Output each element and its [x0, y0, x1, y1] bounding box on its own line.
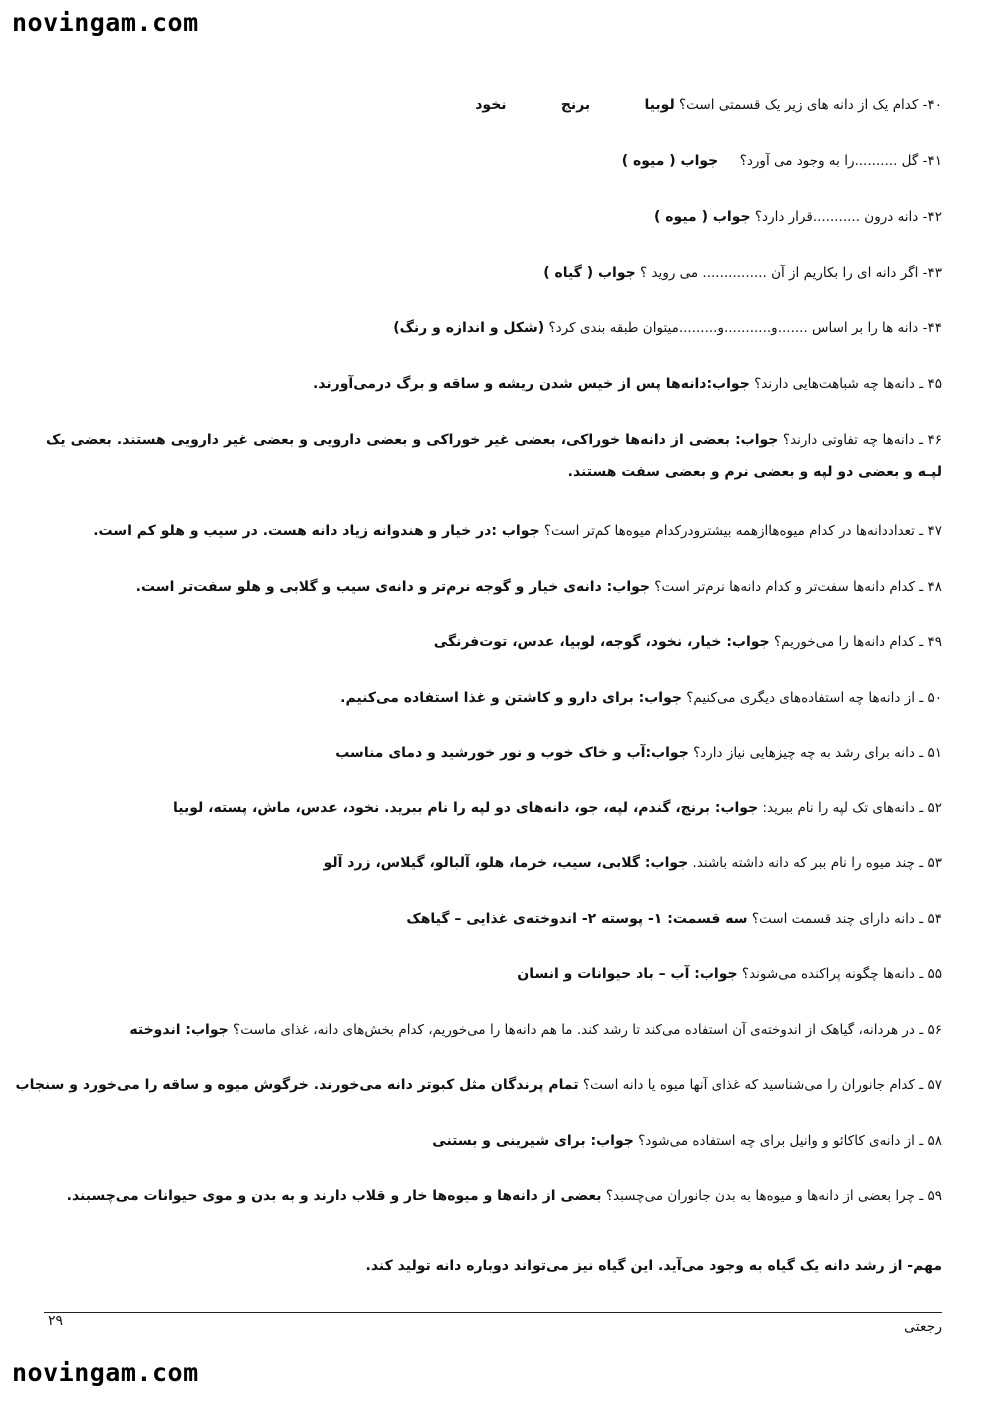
question-52: ۵۲ ـ دانه‌های تک لپه را نام ببرید: جواب: برنج، گندم، لپه، جو، دانه‌های دو لپه را نام ببرید. نخود، عدس، ماش، پسته، لوبیا — [173, 800, 942, 816]
question-44: ۴۴- دانه ها را بر اساس .......و...........و.........میتوان طبقه بندی کرد؟ (شکل و اندازه و رنگ) — [393, 320, 942, 336]
option-lobia: لوبیا — [644, 97, 675, 113]
question-53: ۵۳ ـ چند میوه را نام ببر که دانه داشته باشند. جواب: گلابی، سیب، خرما، هلو، آلبالو، گیلاس، زرد آلو — [323, 855, 942, 871]
question-48: ۴۸ ـ کدام دانه‌ها سفت‌تر و کدام دانه‌ها نرم‌تر است؟ جواب: دانه‌ی خیار و گوجه نرم‌تر و دانه‌ی سیب و گلابی و هلو سفت‌تر است. — [135, 579, 942, 595]
question-59: ۵۹ ـ چرا بعضی از دانه‌ها و میوه‌ها به بدن جانوران می‌چسبد؟ بعضی از دانه‌ها و میوه‌ها خار و قلاب دارند و به بدن و موی حیوانات می‌چسبند. — [66, 1188, 942, 1204]
watermark-top: novingam.com — [12, 8, 199, 37]
question-55: ۵۵ ـ دانه‌ها چگونه پراکنده می‌شوند؟ جواب: آب – باد حیوانات و انسان — [517, 966, 942, 982]
option-berenj: برنج — [560, 97, 591, 113]
footer-divider — [44, 1312, 942, 1313]
question-47: ۴۷ ـ تعداددانه‌ها در کدام میوه‌هاازهمه بیشترودرکدام میوه‌ها کم‌تر است؟ جواب :در خیار و هندوانه زیاد دانه هست. در سیب و هلو کم است. — [93, 523, 942, 539]
question-50: ۵۰ ـ از دانه‌ها چه استفاده‌های دیگری می‌کنیم؟ جواب: برای دارو و کاشتن و غذا استفاده می‌کنیم. — [340, 690, 942, 706]
question-45: ۴۵ ـ دانه‌ها چه شباهت‌هایی دارند؟ جواب:دانه‌ها پس از خیس شدن ریشه و ساقه و برگ درمی‌آورند. — [312, 376, 942, 392]
question-54: ۵۴ ـ دانه دارای چند قسمت است؟ سه قسمت: ۱- پوسته ۲- اندوخته‌ی غذایی – گیاهک — [406, 911, 942, 927]
question-46: ۴۶ ـ دانه‌ها چه تفاوتی دارند؟ جواب: بعضی از دانه‌ها خوراکی، بعضی غیر خوراکی و بعضی دارویی و بعضی غیر دارویی هستند. بعضی یک لپـه و بعضی دو لپه و بعضی نرم و بعضی سفت هستند. — [46, 432, 942, 480]
question-49: ۴۹ ـ کدام دانه‌ها را می‌خوریم؟ جواب: خیار، نخود، گوجه، لوبیا، عدس، توت‌فرنگی — [433, 634, 942, 650]
watermark-bottom: novingam.com — [12, 1358, 199, 1387]
question-42: ۴۲- دانه درون ...........قرار دارد؟ جواب ( میوه ) — [654, 209, 942, 225]
author-name: رجعتی — [903, 1319, 942, 1335]
important-note: مهم- از رشد دانه یک گیاه به وجود می‌آید. این گیاه نیز می‌تواند دوباره دانه تولید کند. — [365, 1258, 942, 1274]
question-43: ۴۳- اگر دانه ای را بکاریم از آن ............... می روید ؟ جواب ( گیاه ) — [543, 265, 942, 281]
option-nokhod: نخود — [475, 97, 507, 113]
question-58: ۵۸ ـ از دانه‌ی کاکائو و وانیل برای چه استفاده می‌شود؟ جواب: برای شیرینی و بستنی — [432, 1133, 942, 1149]
question-57: ۵۷ ـ کدام جانوران را می‌شناسید که غذای آنها میوه یا دانه است؟ تمام پرندگان مثل کبوتر دانه می‌خورند. خرگوش میوه و ساقه را می‌خورد و سنجاب — [15, 1077, 942, 1093]
page-number: ۲۹ — [48, 1313, 64, 1329]
question-41: ۴۱- گل ..........را به وجود می آورد؟ جواب ( میوه ) — [621, 153, 942, 169]
question-56: ۵۶ ـ در هردانه، گیاهک از اندوخته‌ی آن استفاده می‌کند تا رشد کند. ما هم دانه‌ها را می‌خوریم، کدام بخش‌های دانه، غذای ماست؟ جواب: اندوخته — [129, 1022, 942, 1038]
question-40: ۴۰- کدام یک از دانه های زیر یک قسمتی است؟ لوبیا برنج نخود — [475, 89, 942, 121]
question-51: ۵۱ ـ دانه برای رشد به چه چیزهایی نیاز دارد؟ جواب:آب و خاک خوب و نور خورشید و دمای مناسب — [335, 745, 942, 761]
